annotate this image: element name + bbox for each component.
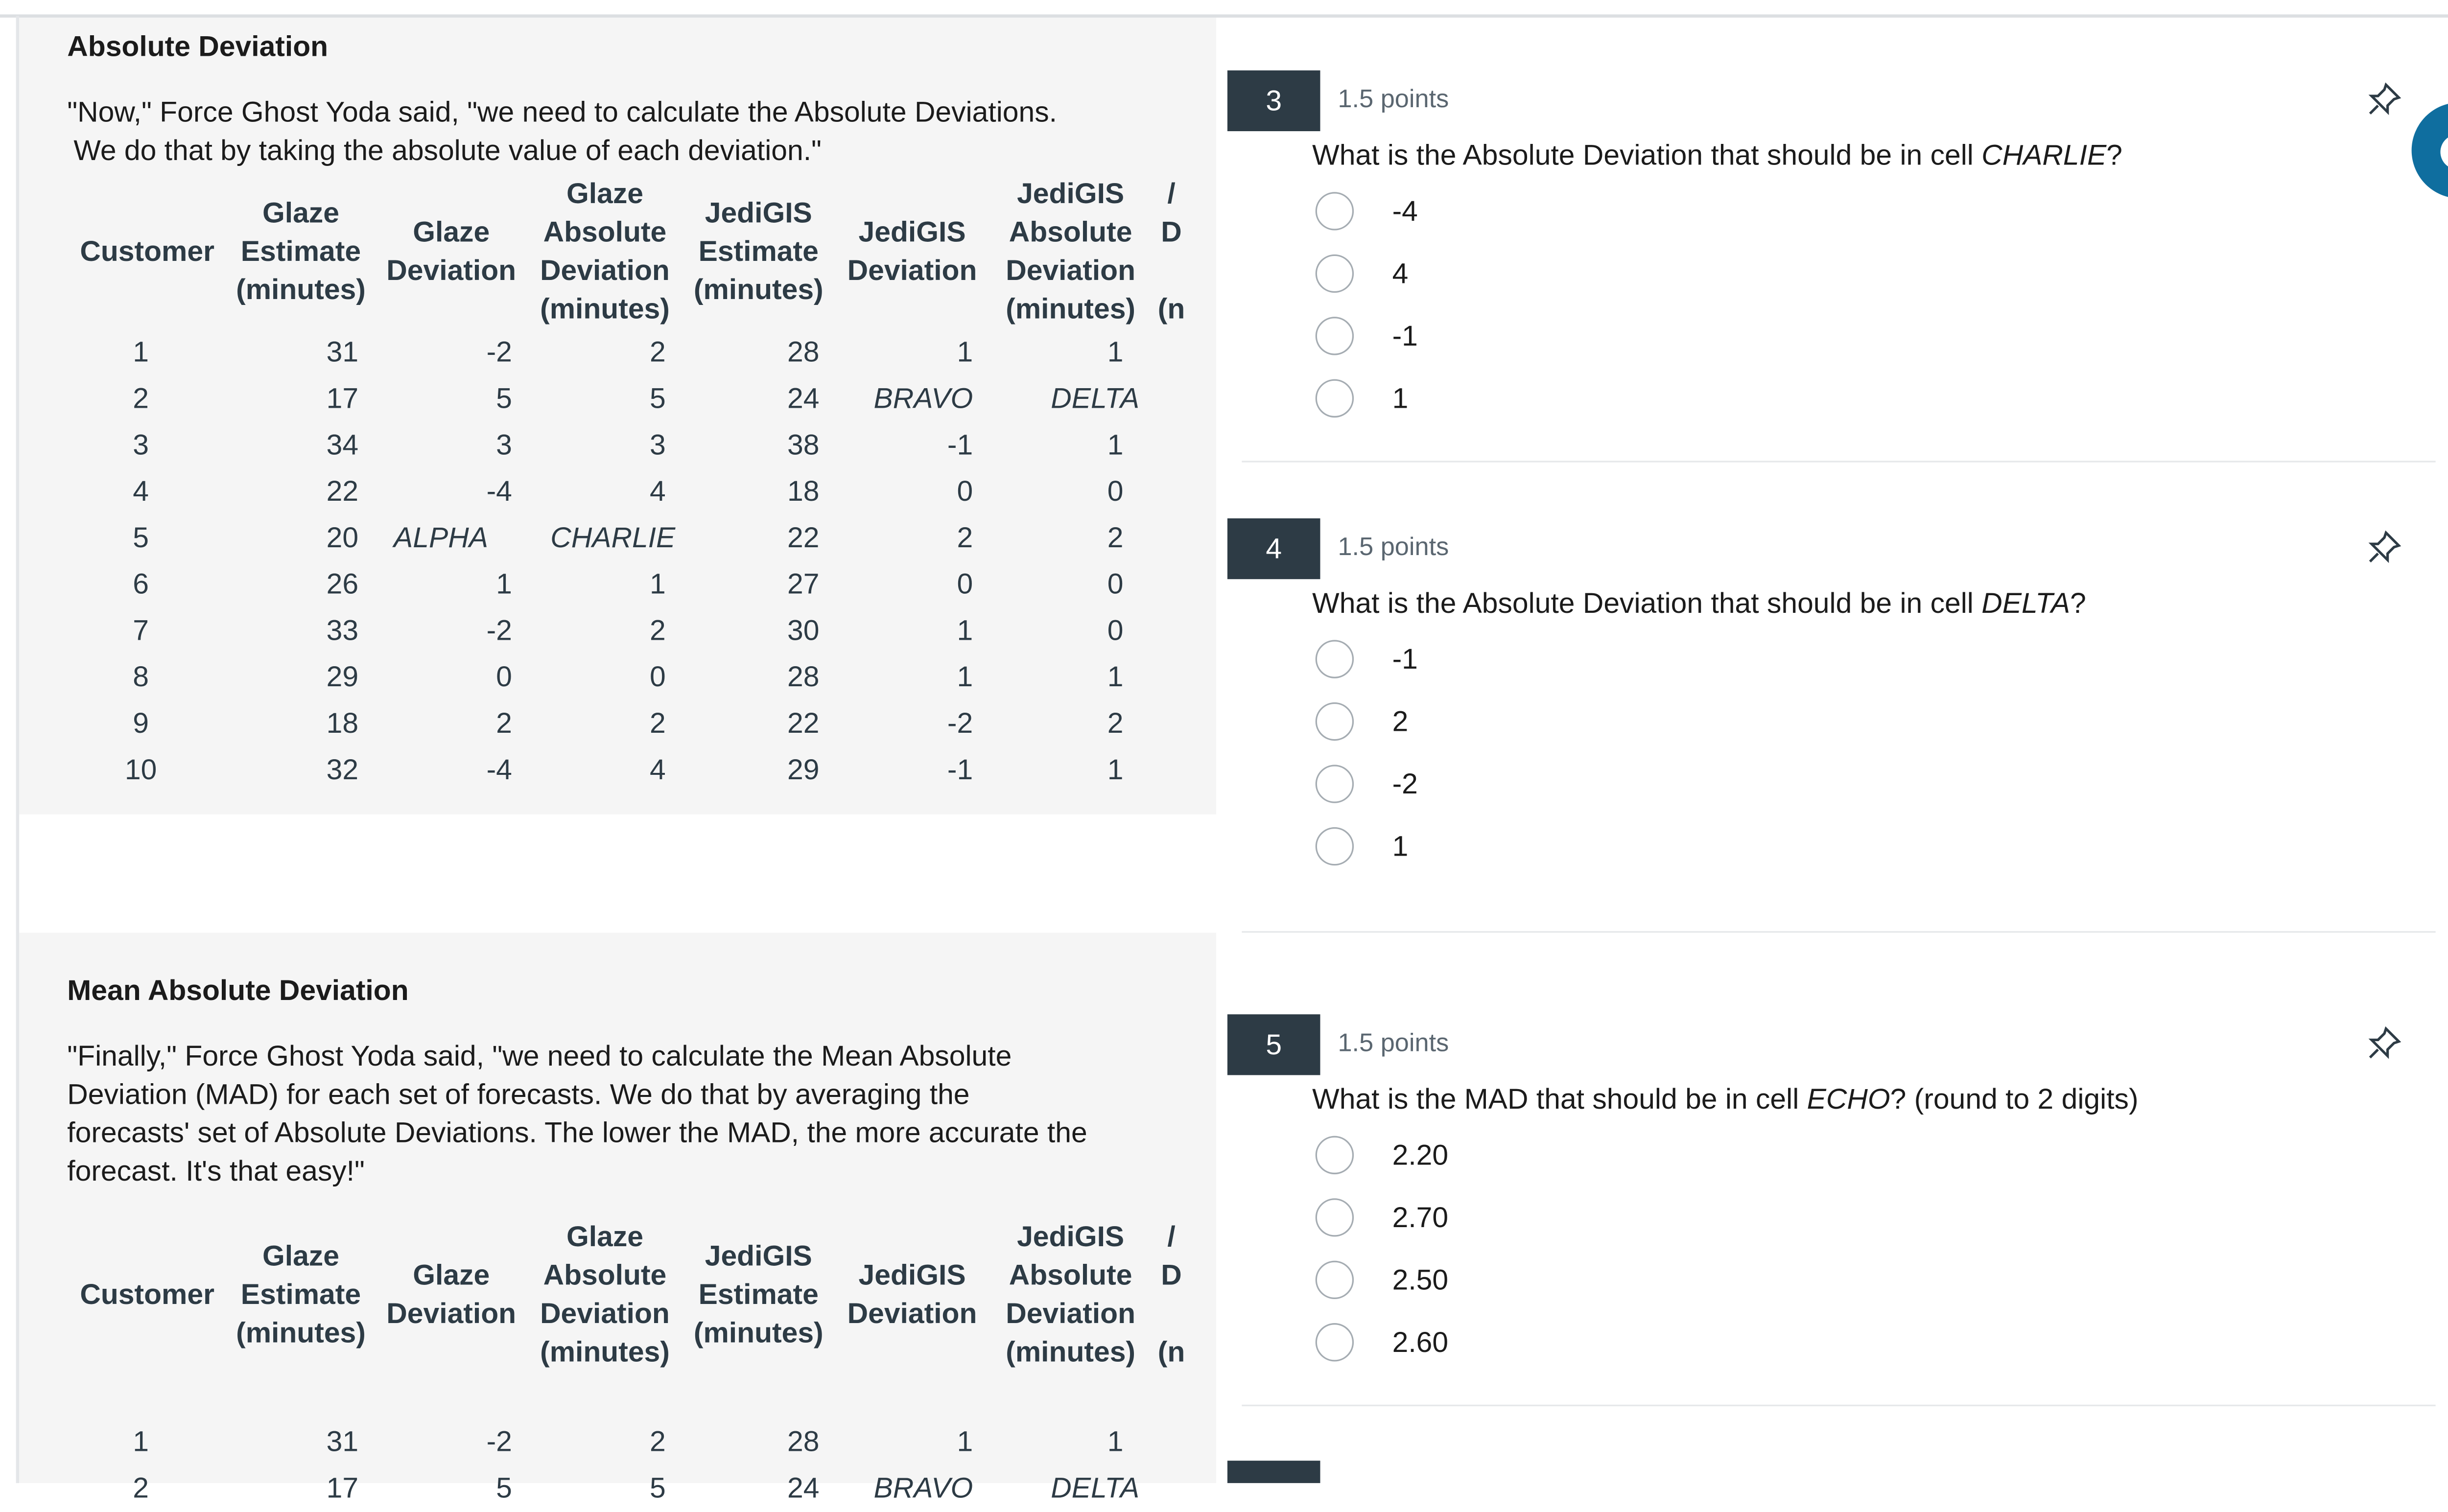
cell-truncated	[1152, 376, 1190, 422]
cell-bravo: BRAVO	[873, 382, 973, 415]
table-row	[67, 701, 1190, 747]
cell-customer: 7	[133, 614, 149, 647]
cell-customer: 8	[133, 660, 149, 693]
cell-jedigis-estimate: 27	[787, 568, 820, 600]
cell-customer: 10	[124, 753, 157, 786]
col-header-glaze-deviation: Glaze Deviation	[386, 216, 517, 287]
cell-customer: 5	[133, 521, 149, 554]
cell-glaze-estimate: 31	[326, 336, 359, 368]
question-points: 1.5 points	[1338, 1030, 1449, 1058]
col-header-customer: Customer	[80, 1278, 214, 1310]
cell-jedigis-abs: 1	[1107, 660, 1124, 693]
col-header-jedigis-estimate: JediGIS Estimate (minutes)	[693, 197, 824, 306]
option-label: -2	[1392, 768, 1418, 800]
cell-customer: 6	[133, 568, 149, 600]
col-header-jedigis-estimate: JediGIS Estimate (minutes)	[693, 1240, 824, 1349]
cell-delta: DELTA	[1051, 382, 1140, 415]
table-row	[67, 747, 1190, 793]
cell-customer: 3	[133, 428, 149, 461]
pin-icon[interactable]	[2365, 528, 2403, 566]
cell-truncated	[1152, 747, 1190, 793]
option-label: 2.70	[1392, 1201, 1449, 1234]
table-row	[67, 608, 1190, 654]
cell-glaze-abs: 5	[649, 1472, 666, 1504]
cell-jedigis-abs: 1	[1107, 753, 1124, 786]
cell-jedigis-estimate: 18	[787, 475, 820, 508]
cell-glaze-estimate: 26	[326, 568, 359, 600]
section-intro-line-4: forecast. It's that easy!"	[67, 1155, 365, 1187]
table-row	[67, 1419, 1190, 1465]
cell-truncated	[1152, 515, 1190, 561]
help-button[interactable]	[2412, 102, 2448, 198]
col-header-truncated: / D (n	[1157, 1220, 1185, 1368]
table-row	[67, 469, 1190, 515]
option-label: 2.60	[1392, 1326, 1449, 1358]
table-row	[67, 515, 1190, 561]
cell-glaze-deviation: 2	[496, 707, 512, 740]
table-row	[67, 1465, 1190, 1512]
section-intro-line-2: Deviation (MAD) for each set of forecasts. We do that by averaging the	[67, 1078, 970, 1111]
mad-table	[67, 1216, 1190, 1512]
table-row	[67, 654, 1190, 701]
col-header-glaze-deviation: Glaze Deviation	[386, 1259, 517, 1330]
col-header-jedigis-abs-deviation: JediGIS Absolute Deviation (minutes)	[1006, 177, 1136, 325]
cell-alpha: ALPHA	[394, 521, 488, 554]
cell-glaze-abs: 4	[649, 475, 666, 508]
cell-truncated	[1152, 654, 1190, 701]
table-row	[67, 561, 1190, 608]
col-header-jedigis-abs-deviation: JediGIS Absolute Deviation (minutes)	[1006, 1220, 1136, 1368]
question-text: What is the Absolute Deviation that should be in cell DELTA?	[1312, 587, 2086, 619]
cell-glaze-estimate: 32	[326, 753, 359, 786]
cell-jedigis-deviation: 1	[957, 336, 973, 368]
col-header-jedigis-deviation: JediGIS Deviation	[847, 216, 977, 287]
section-intro-line-1: "Finally," Force Ghost Yoda said, "we need to calculate the Mean Absolute	[67, 1040, 1012, 1072]
cell-customer: 2	[133, 1472, 149, 1504]
cell-jedigis-deviation: -1	[947, 753, 973, 786]
radio-button[interactable]	[1316, 1198, 1354, 1236]
cell-jedigis-abs: 1	[1107, 1425, 1124, 1458]
question-number: 3	[1227, 70, 1320, 131]
section-title-mad: Mean Absolute Deviation	[67, 974, 409, 1006]
cell-glaze-deviation: -2	[486, 336, 512, 368]
section-title-absolute-deviation: Absolute Deviation	[67, 30, 329, 63]
cell-jedigis-estimate: 22	[787, 707, 820, 740]
section-intro-line-2: We do that by taking the absolute value of each deviation."	[73, 134, 822, 166]
question-number: 5	[1227, 1014, 1320, 1075]
cell-glaze-deviation: -2	[486, 614, 512, 647]
question-points: 1.5 points	[1338, 534, 1449, 562]
cell-customer: 9	[133, 707, 149, 740]
cell-glaze-estimate: 17	[326, 382, 359, 415]
radio-button[interactable]	[1316, 1136, 1354, 1174]
cell-glaze-deviation: 0	[496, 660, 512, 693]
col-header-glaze-abs-deviation: Glaze Absolute Deviation (minutes)	[540, 1220, 670, 1368]
cell-truncated	[1152, 469, 1190, 515]
option-label: 4	[1392, 257, 1409, 290]
cell-jedigis-deviation: 1	[957, 660, 973, 693]
radio-button[interactable]	[1316, 765, 1354, 803]
question-points: 1.5 points	[1338, 86, 1449, 114]
cell-jedigis-deviation: -1	[947, 428, 973, 461]
cell-jedigis-abs: 1	[1107, 428, 1124, 461]
section-intro-line-1: "Now," Force Ghost Yoda said, "we need to calculate the Absolute Deviations.	[67, 96, 1057, 128]
cell-truncated	[1152, 701, 1190, 747]
cell-jedigis-estimate: 28	[787, 336, 820, 368]
question-divider	[1242, 1405, 2435, 1406]
radio-button[interactable]	[1316, 1261, 1354, 1299]
absolute-deviation-table	[67, 173, 1190, 793]
radio-button[interactable]	[1316, 702, 1354, 741]
radio-button[interactable]	[1316, 640, 1354, 678]
cell-jedigis-estimate: 38	[787, 428, 820, 461]
cell-truncated	[1152, 1465, 1190, 1512]
cell-jedigis-deviation: 2	[957, 521, 973, 554]
cell-glaze-abs: 3	[649, 428, 666, 461]
option-label: 2	[1392, 705, 1409, 738]
cell-truncated	[1152, 608, 1190, 654]
cell-glaze-deviation: -4	[486, 753, 512, 786]
cell-glaze-estimate: 17	[326, 1472, 359, 1504]
table-row	[67, 329, 1190, 376]
cell-jedigis-abs: 2	[1107, 521, 1124, 554]
col-header-glaze-estimate: Glaze Estimate (minutes)	[236, 1240, 366, 1349]
cell-glaze-estimate: 29	[326, 660, 359, 693]
option-label: -1	[1392, 643, 1418, 675]
radio-button[interactable]	[1316, 317, 1354, 355]
cell-jedigis-estimate: 29	[787, 753, 820, 786]
section-intro-line-3: forecasts' set of Absolute Deviations. The lower the MAD, the more accurate the	[67, 1117, 1087, 1149]
cell-jedigis-abs: 0	[1107, 475, 1124, 508]
col-header-glaze-abs-deviation: Glaze Absolute Deviation (minutes)	[540, 177, 670, 325]
cell-glaze-abs: 4	[649, 753, 666, 786]
pin-icon[interactable]	[2365, 1024, 2403, 1062]
option-label: -1	[1392, 320, 1418, 352]
cell-jedigis-estimate: 28	[787, 1425, 820, 1458]
cell-glaze-abs: 2	[649, 1425, 666, 1458]
col-header-truncated: / D (n	[1157, 177, 1185, 325]
option-label: 1	[1392, 830, 1409, 862]
cell-jedigis-estimate: 24	[787, 382, 820, 415]
radio-button[interactable]	[1316, 1323, 1354, 1361]
option-label: -4	[1392, 195, 1418, 228]
cell-jedigis-deviation: 0	[957, 568, 973, 600]
cell-customer: 2	[133, 382, 149, 415]
cell-jedigis-deviation: 0	[957, 475, 973, 508]
cell-glaze-deviation: 5	[496, 382, 512, 415]
question-text: What is the Absolute Deviation that should be in cell CHARLIE?	[1312, 139, 2123, 171]
radio-button[interactable]	[1316, 827, 1354, 865]
cell-truncated	[1152, 1419, 1190, 1465]
cell-customer: 1	[133, 1425, 149, 1458]
cell-glaze-abs: 2	[649, 336, 666, 368]
cell-truncated	[1152, 561, 1190, 608]
cell-jedigis-abs: 0	[1107, 614, 1124, 647]
radio-button[interactable]	[1316, 379, 1354, 418]
cell-customer: 1	[133, 336, 149, 368]
cell-jedigis-deviation: 1	[957, 614, 973, 647]
cell-charlie: CHARLIE	[550, 521, 676, 554]
question-number: 4	[1227, 518, 1320, 579]
cell-jedigis-abs: 1	[1107, 336, 1124, 368]
next-question-header	[1227, 1461, 1320, 1483]
radio-button[interactable]	[1316, 255, 1354, 293]
question-divider	[1242, 931, 2435, 932]
table-row	[67, 376, 1190, 422]
cell-customer: 4	[133, 475, 149, 508]
cell-glaze-estimate: 31	[326, 1425, 359, 1458]
cell-glaze-deviation: 5	[496, 1472, 512, 1504]
col-header-jedigis-deviation: JediGIS Deviation	[847, 1259, 977, 1330]
cell-truncated	[1152, 422, 1190, 469]
cell-jedigis-estimate: 24	[787, 1472, 820, 1504]
radio-button[interactable]	[1316, 192, 1354, 230]
cell-glaze-abs: 0	[649, 660, 666, 693]
cell-glaze-estimate: 34	[326, 428, 359, 461]
cell-glaze-deviation: -4	[486, 475, 512, 508]
question-text: What is the MAD that should be in cell ECHO? (round to 2 digits)	[1312, 1083, 2139, 1116]
help-icon	[2440, 135, 2448, 170]
question-divider	[1242, 461, 2435, 462]
cell-jedigis-abs: 2	[1107, 707, 1124, 740]
cell-jedigis-estimate: 30	[787, 614, 820, 647]
cell-glaze-abs: 2	[649, 614, 666, 647]
cell-glaze-estimate: 22	[326, 475, 359, 508]
spacer	[67, 1372, 1190, 1419]
cell-bravo: BRAVO	[873, 1472, 973, 1504]
table-row	[67, 422, 1190, 469]
pin-icon[interactable]	[2365, 80, 2403, 118]
cell-jedigis-deviation: 1	[957, 1425, 973, 1458]
cell-glaze-estimate: 18	[326, 707, 359, 740]
cell-glaze-deviation: -2	[486, 1425, 512, 1458]
option-label: 1	[1392, 382, 1409, 415]
option-label: 2.20	[1392, 1139, 1449, 1171]
cell-glaze-estimate: 33	[326, 614, 359, 647]
cell-glaze-abs: 5	[649, 382, 666, 415]
col-header-glaze-estimate: Glaze Estimate (minutes)	[236, 197, 366, 306]
cell-jedigis-estimate: 22	[787, 521, 820, 554]
cell-jedigis-deviation: -2	[947, 707, 973, 740]
cell-truncated	[1152, 329, 1190, 376]
cell-delta: DELTA	[1051, 1472, 1140, 1504]
cell-glaze-abs: 1	[649, 568, 666, 600]
cell-jedigis-estimate: 28	[787, 660, 820, 693]
cell-jedigis-abs: 0	[1107, 568, 1124, 600]
cell-glaze-abs: 2	[649, 707, 666, 740]
col-header-customer: Customer	[80, 235, 214, 267]
option-label: 2.50	[1392, 1264, 1449, 1296]
cell-glaze-estimate: 20	[326, 521, 359, 554]
cell-glaze-deviation: 3	[496, 428, 512, 461]
cell-glaze-deviation: 1	[496, 568, 512, 600]
